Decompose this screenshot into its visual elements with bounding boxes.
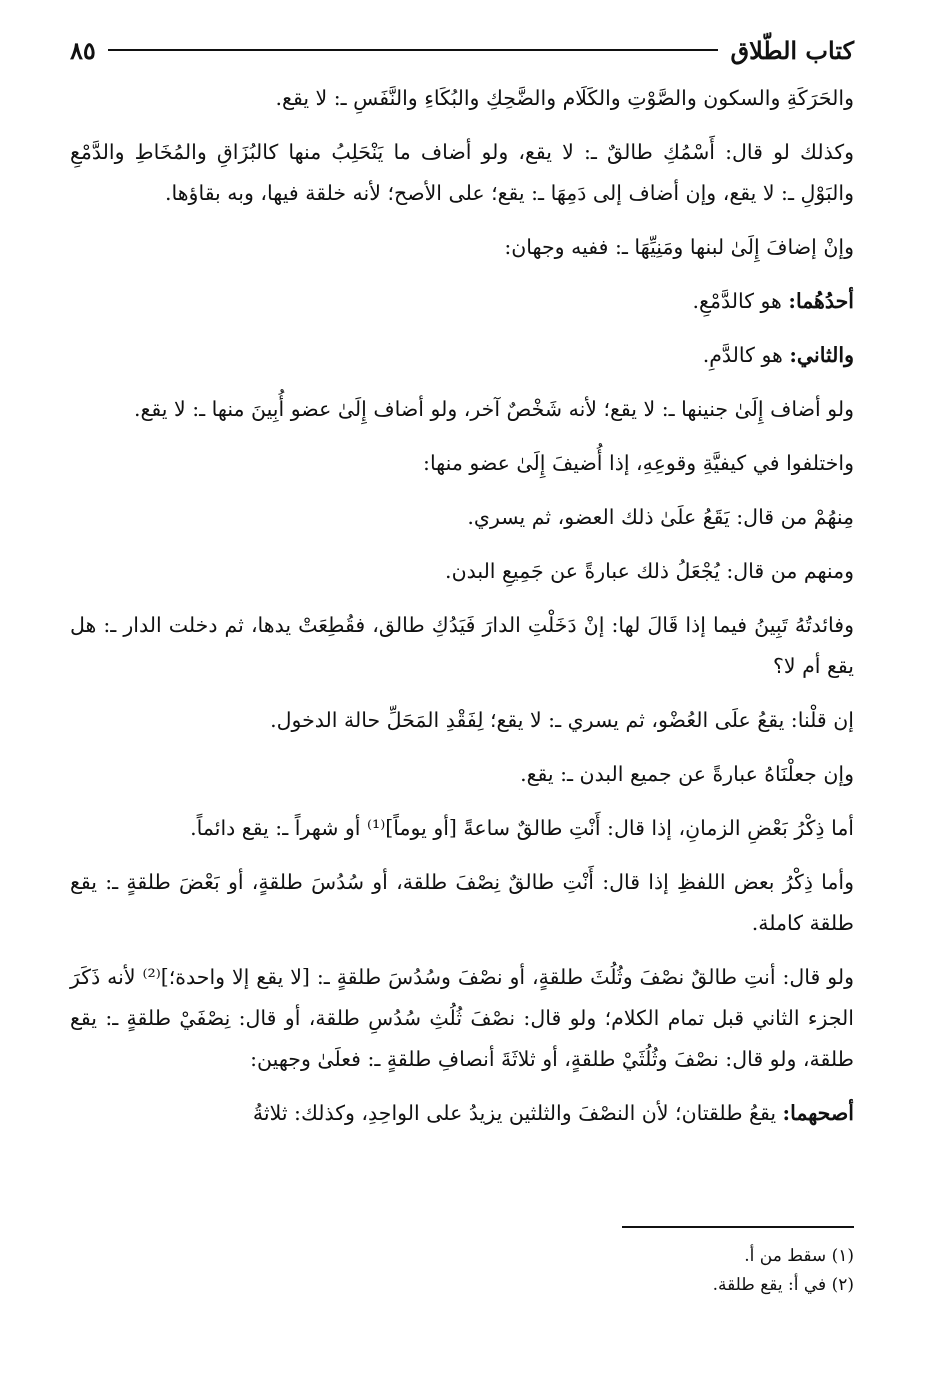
paragraph: والثاني: هو كالدَّمِ.: [702, 343, 854, 367]
paragraph: إن قلْنا: يقعُ علَى العُضْو، ثم يسري ـ: لا يقع؛ لِفَقْدِ المَحَلِّ حالة الدخول.: [270, 708, 854, 732]
paragraph: أحدُهُما: هو كالدَّمْعِ.: [692, 289, 854, 313]
paragraph-lead: أصحهما:: [782, 1101, 854, 1125]
paragraph: ولو قال: أنتِ طالقٌ نصْفَ وثُلُثَ طلقةٍ، أو نصْفَ وسُدُسَ طلقةٍ ـ: [لا يقع إلا واحدة؛]⁽²⁾ لأنه ذَكَرَ الجزء الثاني قبل تمام الكلام؛ ولو قال: نصْفَ ثُلُثِ سُدُسِ طلقة، أو قال: نِصْفَيْ طلقةٍ ـ: يقع طلقة، ولو قال: نصْفَ وثُلُثَيْ طلقةٍ، أو ثلاثَةَ أنصافِ طلقةٍ ـ: فعلَىٰ وجهين:: [70, 965, 854, 1071]
footnotes: [70, 1242, 854, 1300]
paragraph: أصحهما: يقعُ طلقتان؛ لأن النصْفَ والثلثين يزيدُ على الواحِدِ، وكذلك: ثلاثةُ: [252, 1101, 854, 1125]
running-title: كتاب الطّلاق: [730, 35, 854, 65]
main-text: [70, 78, 854, 1134]
paragraph-lead: أحدُهُما:: [788, 289, 854, 313]
paragraph: ولو أضاف إِلَىٰ جنينها ـ: لا يقع؛ لأنه شَخْصٌ آخر، ولو أضاف إِلَىٰ عضو أُبِينَ منها ـ: لا يقع.: [133, 397, 854, 421]
paragraph: وإن جعلْنَاهُ عبارةً عن جميع البدن ـ: يقع.: [520, 762, 854, 786]
header-rule: [108, 49, 719, 51]
paragraph: أما ذِكْرُ بَعْضِ الزمانِ، إذا قال: أَنْتِ طالقٌ ساعةً [أو يوماً]⁽¹⁾ أو شهراً ـ: يقع دائماً.: [190, 816, 854, 840]
paragraph: والحَرَكَةِ والسكون والصَّوْتِ والكَلَام والضَّحِكِ والبُكَاءِ والنَّفَسِ ـ: لا يقع.: [275, 86, 854, 110]
paragraph: ومنهم من قال: يُجْعَلُ ذلك عبارةً عن جَمِيعِ البدن.: [445, 559, 854, 583]
footnote-separator: [622, 1226, 854, 1228]
footnote: (١) سقط من أ.: [744, 1246, 854, 1266]
paragraph-lead: والثاني:: [789, 343, 854, 367]
paragraph: وأما ذِكْرُ بعض اللفظِ إذا قال: أَنْتِ طالقٌ نِصْفَ طلقة، أو سُدُسَ طلقةٍ، أو بَعْضَ طلقةٍ ـ: يقع طلقة كاملة.: [70, 870, 854, 935]
book-page: [70, 28, 854, 1300]
paragraph: وإنْ إضافَ إِلَىٰ لبنها ومَنِيِّهَا ـ: ففيه وجهان:: [504, 235, 854, 259]
page-header: [70, 28, 854, 72]
paragraph: وكذلك لو قال: أَسْمُكِ طالقٌ ـ: لا يقع، ولو أضاف ما يَنْحَلِبُ منها كالبُزَاقِ والمُخَاطِ والدَّمْعِ والبَوْلِ ـ: لا يقع، وإن أضاف إلى دَمِهَا ـ: يقع؛ على الأصح؛ لأنه خلقة فيها، وبه بقاؤها.: [70, 140, 854, 205]
page-number: ٨٥: [70, 35, 96, 65]
paragraph: مِنهُمْ من قال: يَقَعُ علَىٰ ذلك العضو، ثم يسري.: [467, 505, 854, 529]
footnote: (٢) في أ: يقع طلقة.: [712, 1275, 854, 1295]
paragraph: واختلفوا في كيفيَّةِ وقوعِهِ، إذا أُضيفَ إِلَىٰ عضو منها:: [423, 451, 854, 475]
paragraph: وفائدتُهُ تَبِينُ فيما إذا قَالَ لها: إنْ دَخَلْتِ الدارَ فَيَدُكِ طالق، فقُطِعَتْ يدها، ثم دخلت الدار ـ: هل يقع أم لا؟: [70, 613, 854, 678]
